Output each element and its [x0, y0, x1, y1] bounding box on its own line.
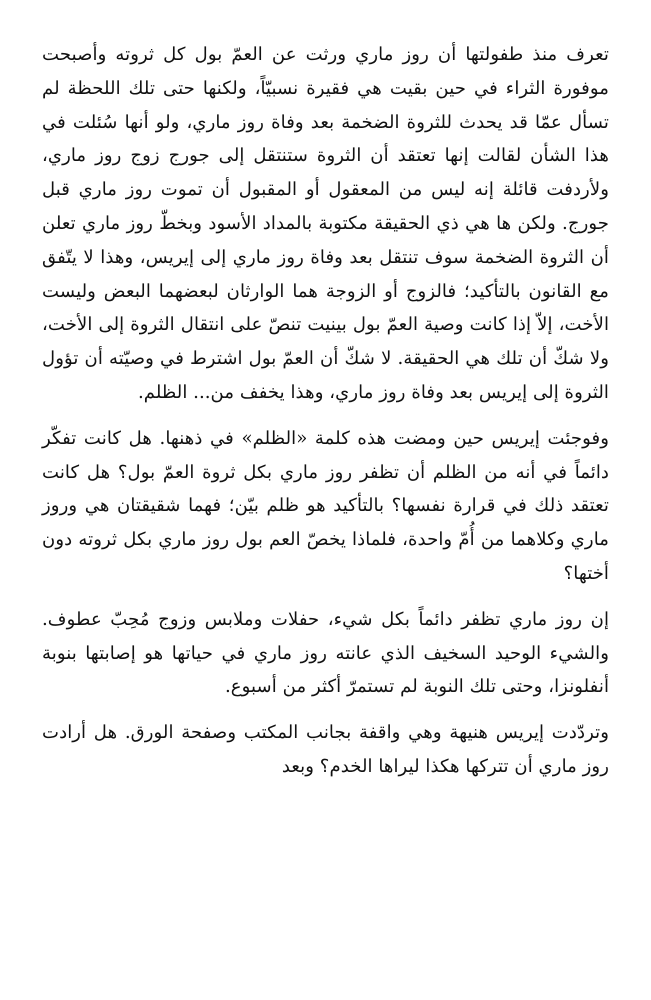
paragraph-inheritance: تعرف منذ طفولتها أن روز ماري ورثت عن العمّ بول كل ثروته وأصبحت موفورة الثراء في حين بقيت هي فقيرة نسبيّاً، ولكنها حتى تلك اللحظة لم تسأل عمّا قد يحدث للثروة الضخمة بعد وفاة روز ماري، ولو أنها سُئلت في هذا الشأن لقالت إنها تعتقد أن الثروة ستنتقل إلى جورج زوج روز ماري، ولأردفت قائلة إنه ليس من المعقول أو المقبول أن تموت روز ماري قبل جورج. ولكن ها هي ذي الحقيقة مكتوبة بالمداد الأسود وبخطّ روز ماري تعلن أن الثروة الضخمة سوف تنتقل بعد وفاة روز ماري إلى إيريس، وهذا لا يتّفق مع القانون بالتأكيد؛ فالزوج أو الزوجة هما الوارثان لبعضهما البعض وليست الأخت، إلاّ إذا كانت وصية العمّ بول بينيت تنصّ على انتقال الثروة إلى الأخت، ولا شكّ أن تلك هي الحقيقة. لا شكّ أن العمّ بول اشترط في وصيّته أن تؤول الثروة إلى إيريس بعد وفاة روز ماري، وهذا يخفف من... الظلم. [42, 44, 609, 403]
paragraph-hesitation: وتردّدت إيريس هنيهة وهي واقفة بجانب المكتب وصفحة الورق. هل أرادت روز ماري أن تتركها هكذا ليراها الخدم؟ وبعد [42, 722, 609, 777]
book-page [0, 38, 651, 1000]
paragraph-injustice: وفوجئت إيريس حين ومضت هذه كلمة «الظلم» في ذهنها. هل كانت تفكّر دائماً في أنه من الظلم أن تظفر روز ماري بكل ثروة العمّ بول؟ هل كانت تعتقد ذلك في قرارة نفسها؟ بالتأكيد هو ظلم بيّن؛ فهما شقيقتان هي وروز ماري وكلاهما من أُمّ واحدة، فلماذا يخصّ العم بول روز ماري بكل ثروته دون أختها؟ [42, 427, 609, 584]
paragraph-rosemary-luck: إن روز ماري تظفر دائماً بكل شيء، حفلات وملابس وزوج مُحِبّ عطوف. والشيء الوحيد السخيف الذي عانته روز ماري في حياتها هو إصابتها بنوبة أنفلونزا، وحتى تلك النوبة لم تستمرّ أكثر من أسبوع. [42, 608, 609, 698]
